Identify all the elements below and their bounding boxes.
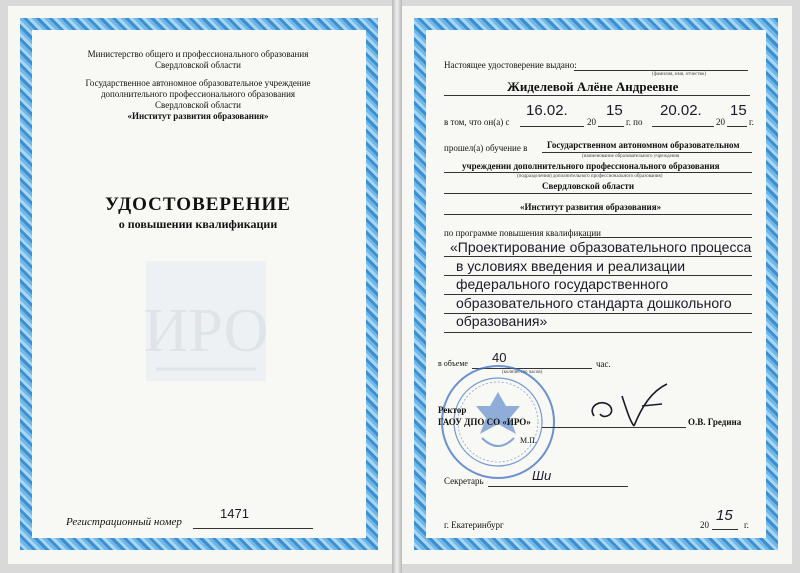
org-line-3: Свердловской области: [542, 181, 635, 191]
line: [488, 486, 628, 487]
secretary-signature: Ши: [532, 468, 552, 483]
fio-caption: (фамилия, имя, отчество): [652, 72, 706, 77]
iro-watermark-logo: [136, 251, 276, 391]
registration-label: Регистрационный номер: [66, 516, 182, 528]
institute-name: «Институт развития образования»: [127, 111, 269, 121]
line: [542, 152, 752, 153]
ministry-name: Министерство общего и профессионального образования: [87, 49, 309, 59]
line: [444, 275, 752, 276]
program-label: по программе повышения квалификации: [444, 228, 601, 238]
institution-line-1: Государственное автономное образовательное учреждение: [85, 78, 311, 88]
period-prefix: в том, что он(а) с: [444, 117, 510, 127]
line: [520, 126, 584, 127]
org-line-4: «Институт развития образования»: [520, 202, 662, 212]
issued-to-label: Настоящее удостоверение выдано:: [444, 60, 577, 70]
org-line-1: Государственном автономном образовательном: [547, 140, 740, 150]
issue-suffix: г.: [744, 520, 749, 530]
recipient-name: Жиделевой Алёне Андреевне: [507, 79, 679, 94]
org-caption-2: (подразделения) дополнительного профессионального образования): [517, 174, 663, 179]
line: [727, 126, 747, 127]
line: [712, 529, 738, 530]
rector-label: Ректор: [438, 405, 467, 415]
document-subtitle: о повышении квалификации: [118, 217, 278, 231]
period-mid: г. по: [626, 117, 643, 127]
city: г. Екатеринбург: [444, 520, 504, 530]
line: [444, 256, 752, 257]
issue-century: 20: [700, 520, 709, 530]
document-title: УДОСТОВЕРЕНИЕ: [105, 194, 291, 215]
program-title-line-5: образования»: [456, 313, 548, 329]
trained-label: прошел(а) обучение в: [444, 143, 528, 153]
line: [444, 172, 752, 173]
line: [444, 214, 752, 215]
hours-label: в объеме: [438, 359, 468, 368]
secretary-label: Секретарь: [444, 476, 484, 486]
start-year: 15: [606, 102, 623, 119]
program-title-line-2: в условиях введения и реализации: [456, 257, 686, 274]
program-title-line-4: образовательного стандарта дошкольного: [456, 294, 732, 311]
certificate-cover-page: [8, 6, 392, 564]
institution-line-3: Свердловской области: [155, 100, 241, 110]
program-title-line-1: «Проектирование образовательного процесса: [450, 239, 752, 255]
end-year: 15: [730, 102, 747, 119]
end-date: 20.02.: [660, 102, 702, 119]
century-2: 20: [716, 117, 725, 127]
book-spine: [392, 0, 402, 573]
century-1: 20: [587, 117, 596, 127]
year-suffix: г.: [749, 117, 754, 127]
program-title-line-3: федерального государственного: [456, 276, 669, 292]
registration-number: 1471: [220, 506, 249, 521]
stamp-mark: М.П.: [520, 436, 537, 445]
ministry-region: Свердловской области: [155, 60, 241, 70]
start-date: 16.02.: [526, 102, 568, 119]
certificate-content-page: [402, 6, 792, 564]
program-title: [450, 238, 760, 331]
line: [598, 126, 624, 127]
rector-org: ГАОУ ДПО СО «ИРО»: [438, 417, 531, 427]
line: [444, 193, 752, 194]
line: [444, 95, 750, 96]
org-line-2: учреждении дополнительного профессионального образования: [462, 161, 720, 171]
watermark-letters: ИРО: [143, 297, 269, 365]
org-caption-1: (наименование образовательного учреждения: [582, 154, 680, 159]
line: [444, 294, 752, 295]
ministry-text: [48, 49, 348, 122]
hours-unit: час.: [596, 359, 611, 369]
line: [444, 332, 752, 333]
line: [652, 126, 714, 127]
institution-line-2: дополнительного профессионального образования: [100, 89, 296, 99]
rector-signature: [582, 376, 682, 436]
line: [444, 313, 752, 314]
line: [574, 70, 748, 71]
hours-caption: (количество часов): [502, 370, 543, 375]
issue-year: 15: [716, 507, 733, 524]
registration-line: [193, 528, 313, 529]
rector-name: О.В. Гредина: [688, 417, 742, 427]
hours-value: 40: [492, 350, 507, 365]
